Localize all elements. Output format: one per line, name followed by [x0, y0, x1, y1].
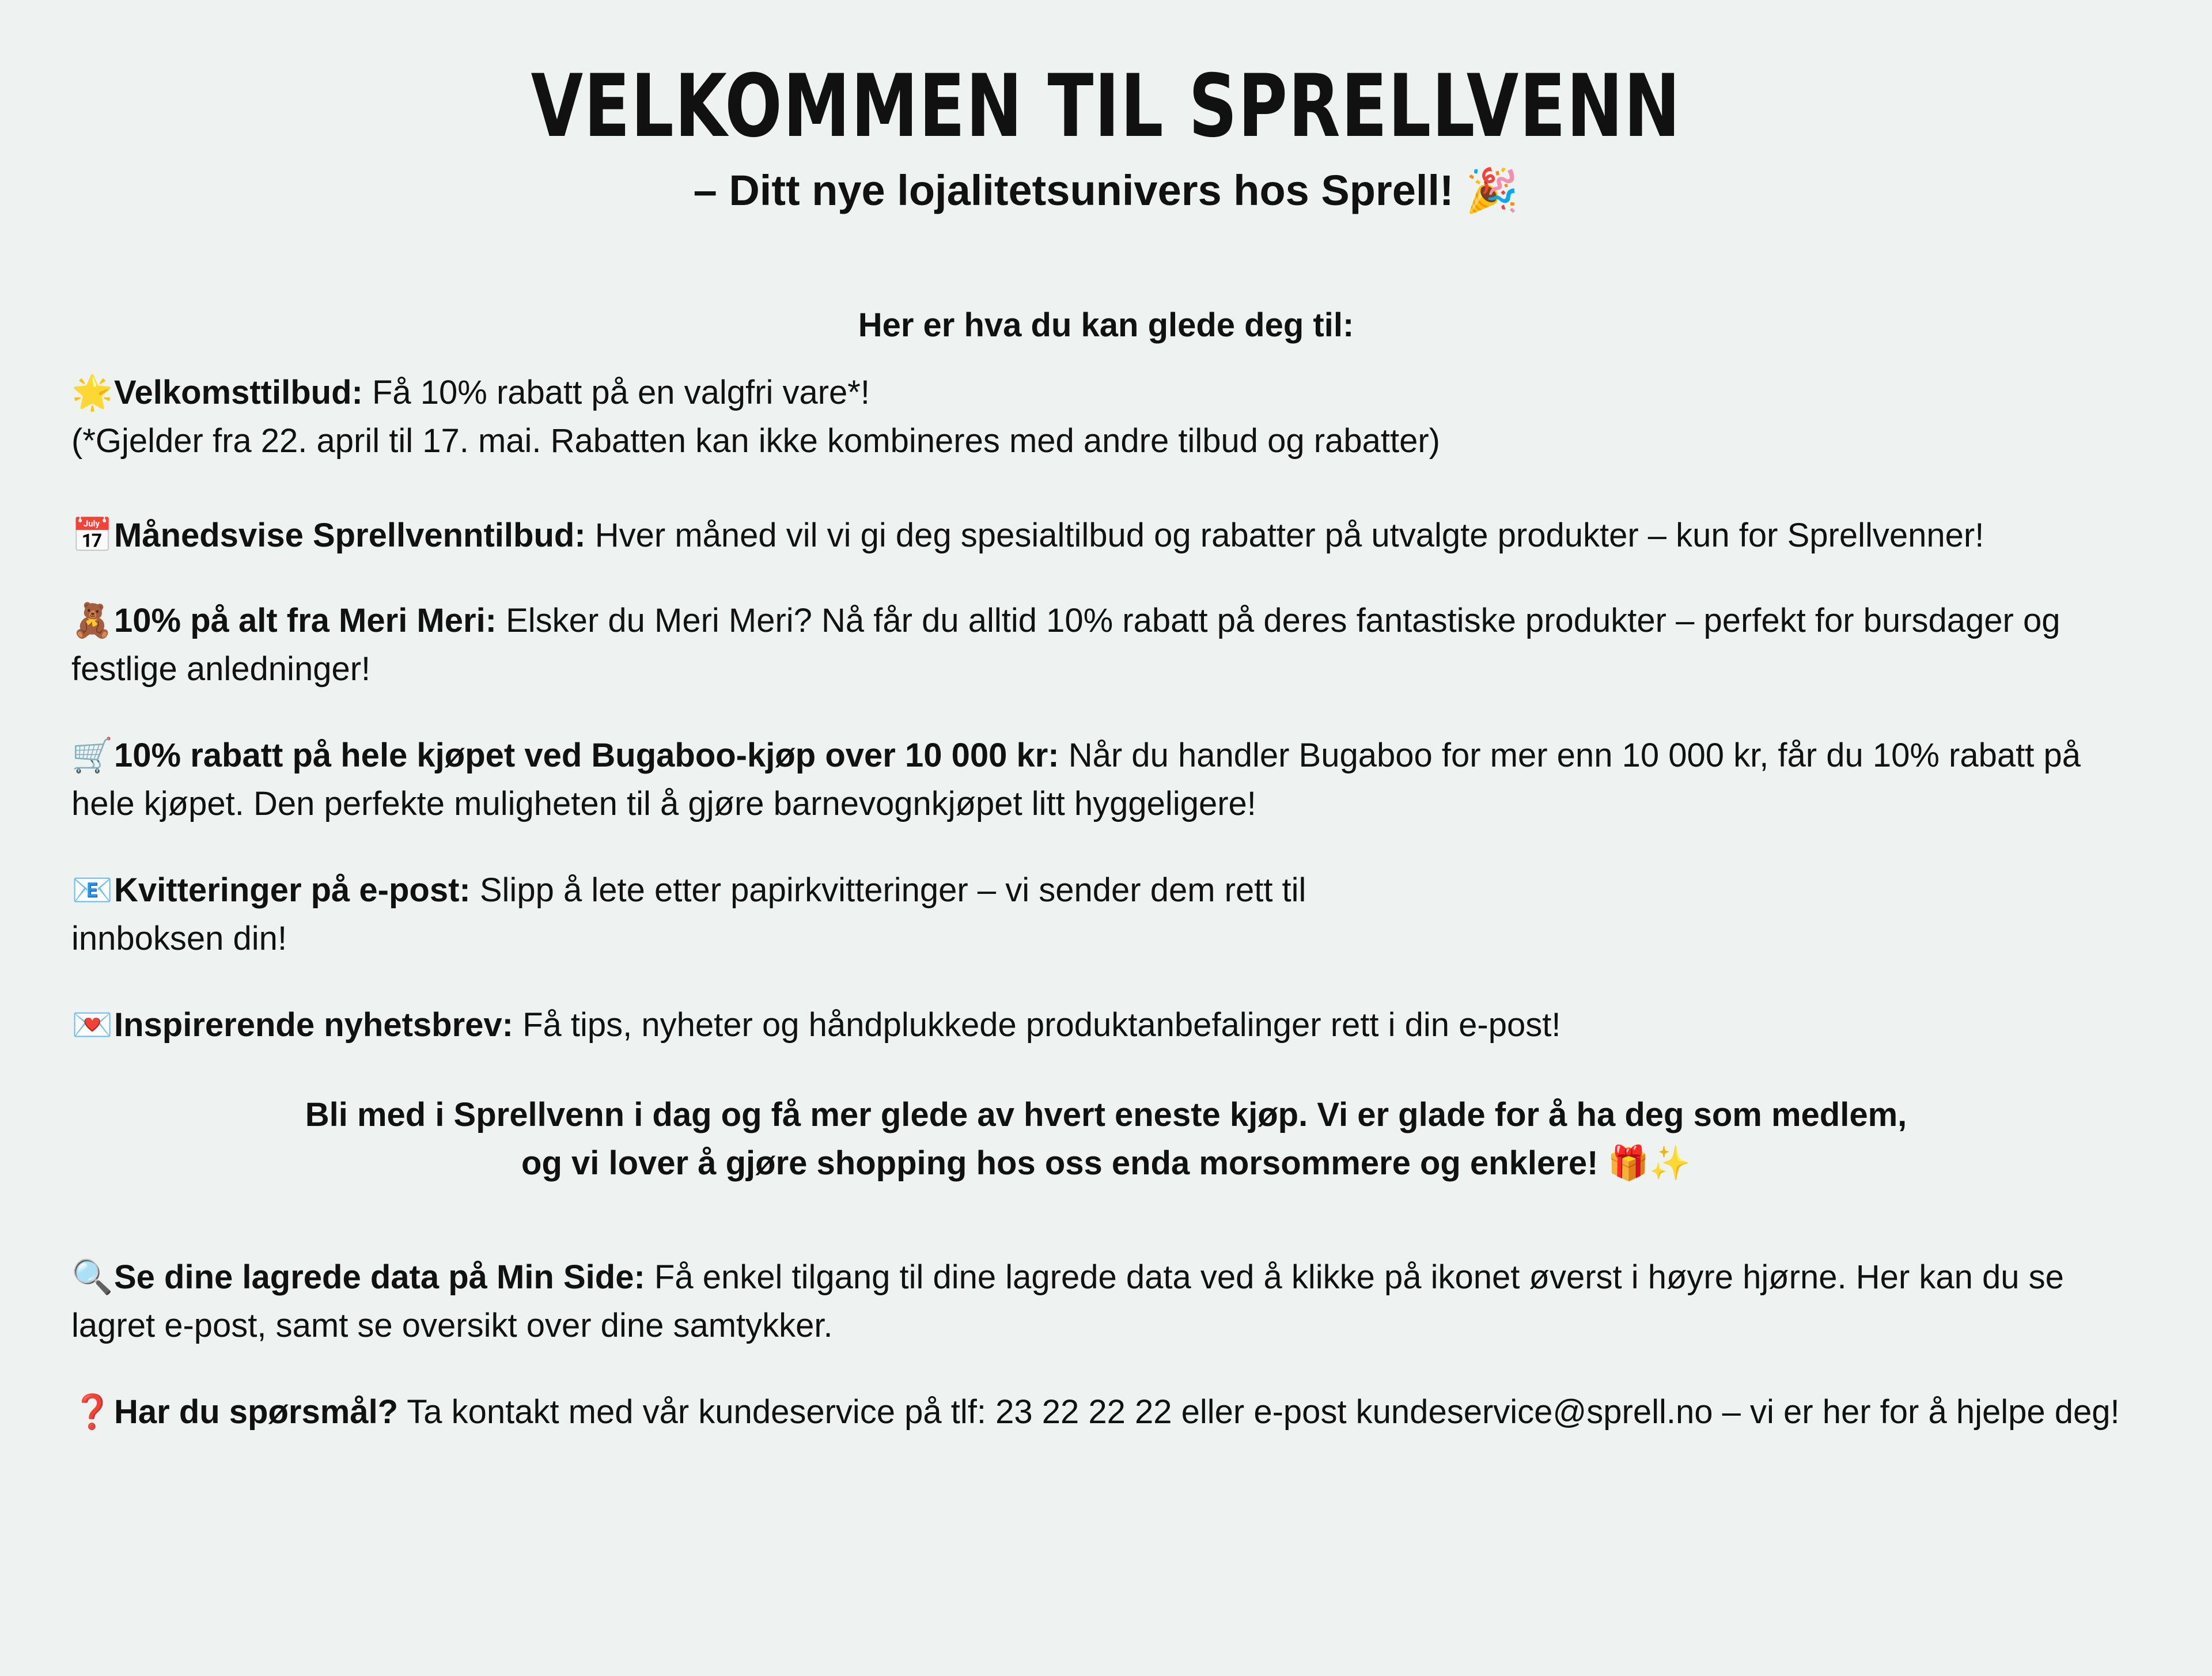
perk-newsletter — [71, 1001, 2139, 1049]
info-customer-service — [71, 1388, 2139, 1436]
intro-heading: Her er hva du kan glede deg til: — [858, 306, 1354, 344]
perk-note: (*Gjelder fra 22. april til 17. mai. Rabatten kan ikke kombineres med andre tilbud og rabatter) — [71, 422, 1440, 460]
perk-text: Slipp å lete etter papirkvitteringer – vi sender dem rett til — [470, 871, 1306, 909]
perk-email-receipts — [71, 866, 2139, 963]
shopping-cart-icon: 🛒 — [71, 737, 113, 774]
info-my-page — [71, 1253, 2139, 1350]
love-letter-icon: 💌 — [71, 1006, 113, 1044]
perk-bugaboo — [71, 731, 2139, 828]
calendar-icon: 📅 — [71, 517, 113, 554]
perk-text: Få 10% rabatt på en valgfri vare*! — [362, 374, 870, 411]
perk-text: Hver måned vil vi gi deg spesialtilbud og rabatter på utvalgte produkter – kun for Sprellvenner! — [585, 517, 1984, 554]
perk-title: Månedsvise Sprellvenntilbud: — [114, 517, 586, 554]
perk-monthly-offers — [71, 511, 2139, 560]
info-text: Ta kontakt med vår kundeservice på tlf: 23 22 22 22 eller e-post — [398, 1393, 1356, 1431]
closing-line-1: Bli med i Sprellvenn i dag og få mer glede av hvert eneste kjøp. Vi er glade for å ha deg som medlem, — [305, 1096, 1907, 1133]
star-icon: 🌟 — [71, 374, 113, 411]
perk-text: Få tips, nyheter og håndplukkede produktanbefalinger rett i din e-post! — [513, 1006, 1561, 1044]
info-text: Få enkel tilgang til dine lagrede data ved å klikke på ikonet øverst i høyre hjørne. Her kan du se lagret e-post, samt se oversikt over dine samtykker. — [71, 1258, 2064, 1344]
customer-service-email-link[interactable]: kundeservice@sprell.no — [1355, 1393, 1713, 1431]
email-icon: 📧 — [71, 871, 113, 909]
page-title: VELKOMMEN TIL SPRELLVENN — [531, 56, 1681, 157]
closing-line-2: og vi lover å gjøre shopping hos oss enda morsommere og enklere! 🎁✨ — [521, 1144, 1691, 1182]
info-title: Har du spørsmål? — [114, 1393, 399, 1431]
perk-text: Når du handler Bugaboo for mer enn 10 000 kr, får du 10% rabatt på hele kjøpet. Den perfekte muligheten til å gjøre barnevognkjøpet litt hyggeligere! — [71, 737, 2081, 822]
page-subtitle: – Ditt nye lojalitetsunivers hos Sprell! 🎉 — [693, 166, 1519, 214]
perk-note: innboksen din! — [71, 920, 287, 957]
perk-title: 10% på alt fra Meri Meri: — [114, 602, 497, 639]
teddy-bear-icon: 🧸 — [71, 602, 113, 639]
perk-title: 10% rabatt på hele kjøpet ved Bugaboo-kjøp over 10 000 kr: — [114, 737, 1059, 774]
perk-title: Inspirerende nyhetsbrev: — [114, 1006, 513, 1044]
magnifier-icon: 🔍 — [71, 1258, 113, 1296]
perk-title: Kvitteringer på e-post: — [114, 871, 471, 909]
perk-text: Elsker du Meri Meri? Nå får du alltid 10% rabatt på deres fantastiske produkter – perfekt for bursdager og festlige anledninger! — [71, 602, 2061, 688]
question-mark-icon: ❓ — [71, 1393, 113, 1431]
info-title: Se dine lagrede data på Min Side: — [114, 1258, 645, 1296]
perk-meri-meri — [71, 597, 2139, 693]
info-text-end: – vi er her for å hjelpe deg! — [1713, 1393, 2120, 1431]
perk-title: Velkomsttilbud: — [114, 374, 363, 411]
perk-welcome-offer — [71, 369, 2139, 465]
closing-message — [0, 1091, 2212, 1188]
